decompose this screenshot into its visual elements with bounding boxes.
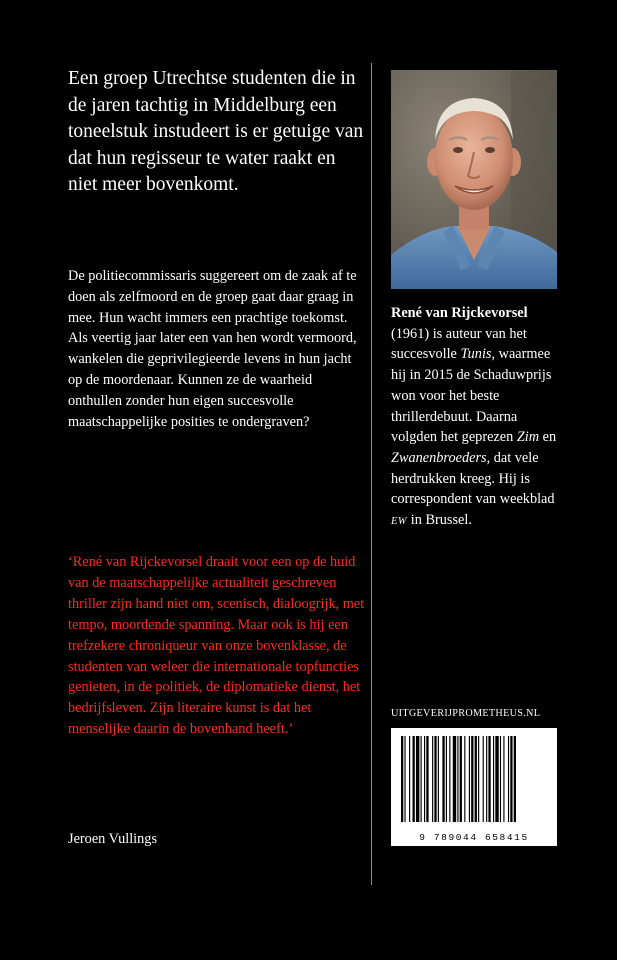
isbn-barcode <box>391 728 557 846</box>
review-quote: ‘René van Rijckevorsel draait voor een op de huid van de maatschappelijke actualiteit geschreven thriller zijn hand niet om, scenisch, dialoogrijk, met tempo, moordende spanning. Maar ook is hij een trefzekere chroniqueur van onze bovenklasse, de studenten van weleer die internationale topfuncties genieten, in de politiek, de diplomatieke dienst, het bedrijfsleven. Zijn literaire kunst is dat het menselijke daarin de bovenhand heeft.’ <box>68 554 365 738</box>
bio-text: en <box>539 429 557 446</box>
author-birth-year: (1961) <box>391 325 430 342</box>
synopsis-paragraph: De politiecommissaris suggereert om de zaak af te doen als zelfmoord en de groep gaat daar graag in mee. Hun wacht immers een prachtige toekomst. Als veertig jaar later een van hen wordt vermoord, wankelen die geprivilegieerde levens in hun jacht op de moordenaar. Kunnen ze de waarheid onthullen zonder hun eigen succesvolle maatschappelijke posities te ondergraven? <box>68 268 357 430</box>
book-title-tunis: Tunis <box>460 346 492 363</box>
bio-text: , waarmee hij in 2015 de Schaduwprijs won voor het beste thrillerdebuut. Daarna volgden het geprezen <box>391 346 552 446</box>
intro-paragraph: Een groep Utrechtse studenten die in de jaren tachtig in Middelburg een toneelstuk instudeert is er getuige van dat hun regisseur te water raakt en niet meer bovenkomt. <box>68 68 364 195</box>
review-quote-author: Jeroen Vullings <box>68 831 158 847</box>
publisher-url: UITGEVERIJPROMETHEUS.NL <box>391 708 541 719</box>
author-name: René van Rijckevorsel <box>391 305 528 321</box>
author-photo <box>391 70 557 289</box>
magazine-name: EW <box>391 516 408 528</box>
book-title-zwanenbroeders: Zwanenbroeders <box>391 449 487 466</box>
bio-text: is auteur van het succesvolle <box>391 325 527 363</box>
bio-text: , dat vele herdrukken kreeg. Hij is correspondent van weekblad <box>391 449 555 508</box>
bio-text: in Brussel. <box>407 512 472 529</box>
column-divider <box>371 63 372 885</box>
book-title-zim: Zim <box>516 429 540 446</box>
barcode-bars <box>401 736 547 822</box>
isbn-number: 9 789044 658415 <box>419 832 529 843</box>
author-bio <box>391 303 566 533</box>
